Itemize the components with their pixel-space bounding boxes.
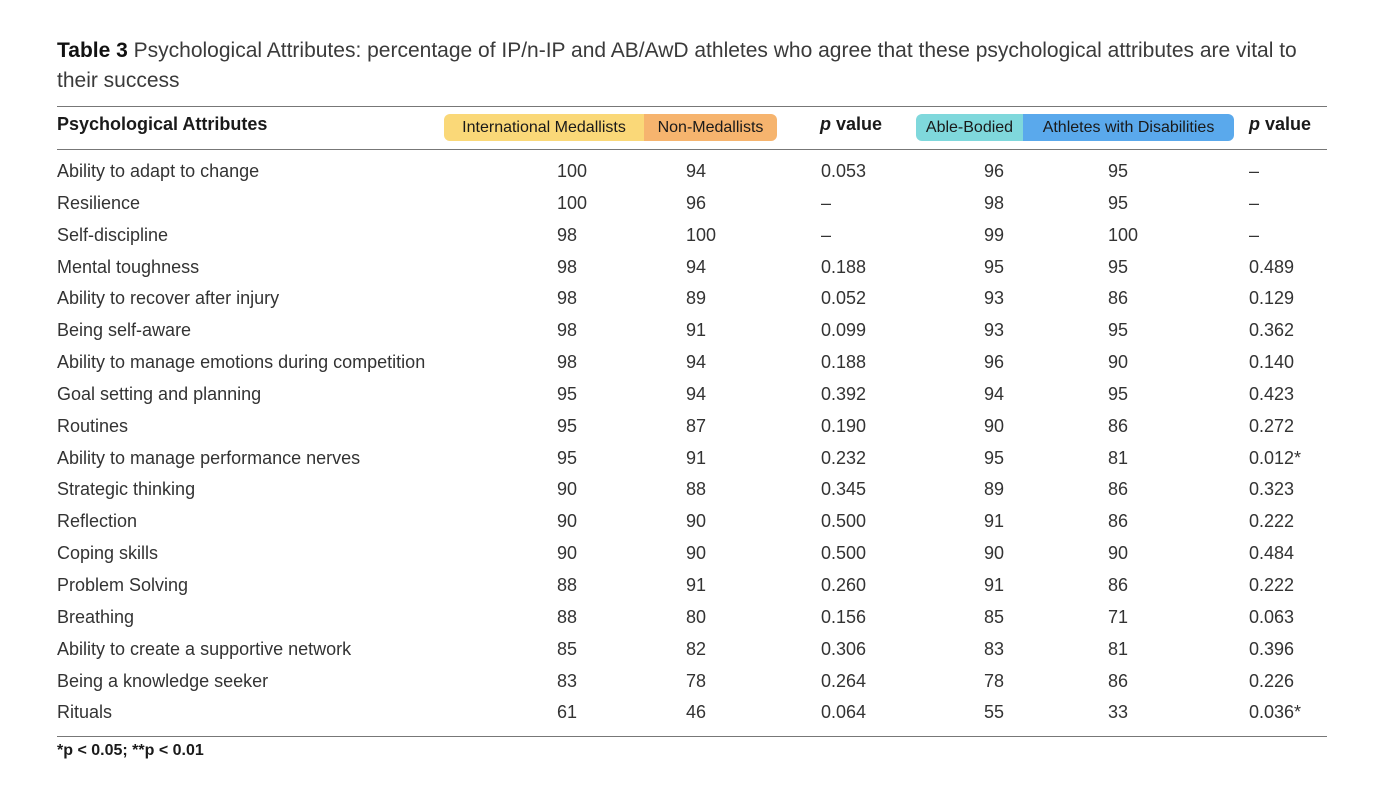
cell-international-medallists: 98 — [557, 224, 578, 245]
table-row — [0, 315, 1380, 347]
cell-international-medallists: 90 — [557, 479, 578, 500]
cell-p-value-2: 0.222 — [1249, 511, 1295, 532]
table-caption — [57, 36, 1337, 96]
cell-p-value-1: 0.232 — [821, 447, 867, 468]
cell-attribute: Self-discipline — [57, 224, 169, 245]
table-row — [0, 411, 1380, 443]
cell-attribute: Resilience — [57, 192, 141, 213]
table-row — [0, 156, 1380, 188]
cell-athletes-with-disabilities: 95 — [1108, 192, 1129, 213]
cell-athletes-with-disabilities: 86 — [1108, 479, 1129, 500]
table-row — [0, 506, 1380, 538]
cell-non-medallists: 94 — [686, 161, 707, 181]
cell-athletes-with-disabilities: 86 — [1108, 574, 1129, 595]
cell-able-bodied: 93 — [984, 320, 1005, 341]
cell-p-value-2: 0.012* — [1249, 447, 1302, 468]
cell-p-value-2: 0.226 — [1249, 670, 1295, 691]
cell-non-medallists: 90 — [686, 511, 707, 532]
table-row — [0, 220, 1380, 252]
cell-athletes-with-disabilities: 86 — [1108, 511, 1129, 532]
table-row — [0, 666, 1380, 698]
cell-attribute: Ability to recover after injury — [57, 288, 280, 309]
cell-p-value-2: 0.140 — [1249, 352, 1295, 373]
cell-p-value-1: – — [821, 192, 832, 213]
cell-athletes-with-disabilities: 86 — [1108, 415, 1129, 436]
table-top-rule — [57, 106, 1327, 107]
cell-attribute: Ability to adapt to change — [57, 161, 260, 181]
table-row — [0, 602, 1380, 634]
cell-non-medallists: 80 — [686, 606, 707, 627]
cell-attribute: Breathing — [57, 606, 135, 627]
cell-non-medallists: 88 — [686, 479, 707, 500]
cell-non-medallists: 87 — [686, 415, 707, 436]
cell-attribute: Problem Solving — [57, 574, 189, 595]
cell-p-value-2: – — [1249, 224, 1260, 245]
table-row — [0, 283, 1380, 315]
cell-p-value-2: 0.362 — [1249, 320, 1295, 341]
cell-p-value-2: 0.063 — [1249, 606, 1295, 627]
cell-international-medallists: 100 — [557, 161, 588, 181]
cell-international-medallists: 90 — [557, 511, 578, 532]
cell-athletes-with-disabilities: 90 — [1108, 543, 1129, 564]
cell-athletes-with-disabilities: 95 — [1108, 320, 1129, 341]
cell-p-value-1: 0.392 — [821, 383, 867, 404]
cell-able-bodied: 93 — [984, 288, 1005, 309]
cell-non-medallists: 94 — [686, 383, 707, 404]
cell-non-medallists: 46 — [686, 702, 707, 723]
cell-able-bodied: 55 — [984, 702, 1005, 723]
cell-non-medallists: 91 — [686, 447, 707, 468]
cell-p-value-1: 0.099 — [821, 320, 867, 341]
cell-athletes-with-disabilities: 71 — [1108, 606, 1129, 627]
cell-international-medallists: 88 — [557, 574, 578, 595]
table-bottom-rule — [57, 736, 1327, 737]
cell-attribute: Being self-aware — [57, 320, 192, 341]
cell-able-bodied: 89 — [984, 479, 1005, 500]
cell-p-value-2: 0.484 — [1249, 543, 1295, 564]
cell-able-bodied: 91 — [984, 574, 1005, 595]
cell-international-medallists: 95 — [557, 383, 578, 404]
cell-athletes-with-disabilities: 33 — [1108, 702, 1129, 723]
cell-able-bodied: 96 — [984, 352, 1005, 373]
cell-non-medallists: 96 — [686, 192, 707, 213]
table-row — [0, 538, 1380, 570]
cell-p-value-2: 0.323 — [1249, 479, 1295, 500]
table-label: Table 3 — [57, 39, 128, 62]
cell-able-bodied: 90 — [984, 415, 1005, 436]
cell-international-medallists: 85 — [557, 638, 578, 659]
cell-international-medallists: 88 — [557, 606, 578, 627]
table-row — [0, 252, 1380, 284]
cell-international-medallists: 95 — [557, 447, 578, 468]
cell-able-bodied: 98 — [984, 192, 1005, 213]
cell-p-value-1: 0.264 — [821, 670, 867, 691]
cell-attribute: Routines — [57, 415, 129, 436]
cell-able-bodied: 83 — [984, 638, 1005, 659]
cell-p-value-1: 0.500 — [821, 543, 867, 564]
cell-attribute: Ability to manage performance nerves — [57, 447, 361, 468]
cell-international-medallists: 98 — [557, 288, 578, 309]
cell-non-medallists: 82 — [686, 638, 707, 659]
cell-athletes-with-disabilities: 86 — [1108, 670, 1129, 691]
table-row — [0, 347, 1380, 379]
cell-international-medallists: 83 — [557, 670, 578, 691]
cell-p-value-2: 0.489 — [1249, 256, 1295, 277]
header-able-bodied: Able-Bodied — [916, 114, 1023, 141]
cell-non-medallists: 94 — [686, 352, 707, 373]
cell-attribute: Rituals — [57, 702, 113, 723]
table-row — [0, 474, 1380, 506]
cell-able-bodied: 91 — [984, 511, 1005, 532]
cell-attribute: Strategic thinking — [57, 479, 196, 500]
cell-non-medallists: 91 — [686, 574, 707, 595]
cell-p-value-1: 0.260 — [821, 574, 867, 595]
cell-international-medallists: 98 — [557, 352, 578, 373]
cell-athletes-with-disabilities: 95 — [1108, 161, 1129, 181]
table-row — [0, 634, 1380, 666]
cell-non-medallists: 89 — [686, 288, 707, 309]
header-attribute: Psychological Attributes — [57, 114, 268, 134]
cell-non-medallists: 100 — [686, 224, 717, 245]
table-row — [0, 570, 1380, 602]
header-non-medallists: Non-Medallists — [644, 114, 777, 141]
cell-p-value-2: 0.423 — [1249, 383, 1295, 404]
cell-non-medallists: 90 — [686, 543, 707, 564]
cell-able-bodied: 95 — [984, 447, 1005, 468]
cell-able-bodied: 96 — [984, 161, 1005, 181]
cell-athletes-with-disabilities: 95 — [1108, 383, 1129, 404]
cell-athletes-with-disabilities: 100 — [1108, 224, 1139, 245]
cell-p-value-1: 0.345 — [821, 479, 867, 500]
cell-p-value-2: 0.036* — [1249, 702, 1302, 723]
cell-p-value-2: 0.272 — [1249, 415, 1295, 436]
cell-able-bodied: 94 — [984, 383, 1005, 404]
cell-athletes-with-disabilities: 95 — [1108, 256, 1129, 277]
table-caption-text: Psychological Attributes: percentage of IP/n-IP and AB/AwD athletes who agree that these psychological attributes are vital to their success — [57, 39, 1297, 92]
table-body — [0, 156, 1380, 729]
cell-attribute: Reflection — [57, 511, 138, 532]
table-row — [0, 379, 1380, 411]
cell-able-bodied: 85 — [984, 606, 1005, 627]
cell-p-value-1: 0.064 — [821, 702, 867, 723]
cell-athletes-with-disabilities: 86 — [1108, 288, 1129, 309]
cell-international-medallists: 98 — [557, 320, 578, 341]
cell-p-value-2: – — [1249, 161, 1260, 181]
cell-attribute: Goal setting and planning — [57, 383, 262, 404]
cell-p-value-2: – — [1249, 192, 1260, 213]
table-row — [0, 697, 1380, 729]
cell-international-medallists: 98 — [557, 256, 578, 277]
cell-p-value-1: 0.188 — [821, 352, 867, 373]
cell-athletes-with-disabilities: 90 — [1108, 352, 1129, 373]
cell-able-bodied: 95 — [984, 256, 1005, 277]
cell-able-bodied: 78 — [984, 670, 1005, 691]
cell-p-value-1: 0.156 — [821, 606, 867, 627]
cell-international-medallists: 100 — [557, 192, 588, 213]
table-footnote: *p < 0.05; **p < 0.01 — [57, 742, 204, 759]
cell-non-medallists: 91 — [686, 320, 707, 341]
cell-attribute: Ability to create a supportive network — [57, 638, 352, 659]
cell-p-value-2: 0.396 — [1249, 638, 1295, 659]
cell-attribute: Coping skills — [57, 543, 159, 564]
cell-athletes-with-disabilities: 81 — [1108, 447, 1129, 468]
cell-p-value-2: 0.129 — [1249, 288, 1295, 309]
header-p-value-2: p value — [1249, 114, 1312, 134]
cell-athletes-with-disabilities: 81 — [1108, 638, 1129, 659]
table-row — [0, 188, 1380, 220]
cell-p-value-1: 0.053 — [821, 161, 867, 181]
cell-international-medallists: 95 — [557, 415, 578, 436]
cell-attribute: Ability to manage emotions during competition — [57, 352, 426, 373]
cell-p-value-1: 0.190 — [821, 415, 867, 436]
header-p-value-1: p value — [820, 114, 883, 134]
header-athletes-with-disabilities: Athletes with Disabilities — [1023, 114, 1234, 141]
table-header-rule — [57, 149, 1327, 150]
cell-international-medallists: 90 — [557, 543, 578, 564]
cell-p-value-1: 0.052 — [821, 288, 867, 309]
cell-attribute: Being a knowledge seeker — [57, 670, 269, 691]
cell-non-medallists: 78 — [686, 670, 707, 691]
cell-international-medallists: 61 — [557, 702, 578, 723]
cell-able-bodied: 99 — [984, 224, 1005, 245]
cell-p-value-1: 0.306 — [821, 638, 867, 659]
cell-non-medallists: 94 — [686, 256, 707, 277]
cell-attribute: Mental toughness — [57, 256, 200, 277]
cell-p-value-2: 0.222 — [1249, 574, 1295, 595]
header-international-medallists: International Medallists — [444, 114, 644, 141]
table-row — [0, 443, 1380, 475]
cell-p-value-1: – — [821, 224, 832, 245]
cell-p-value-1: 0.188 — [821, 256, 867, 277]
cell-p-value-1: 0.500 — [821, 511, 867, 532]
cell-able-bodied: 90 — [984, 543, 1005, 564]
